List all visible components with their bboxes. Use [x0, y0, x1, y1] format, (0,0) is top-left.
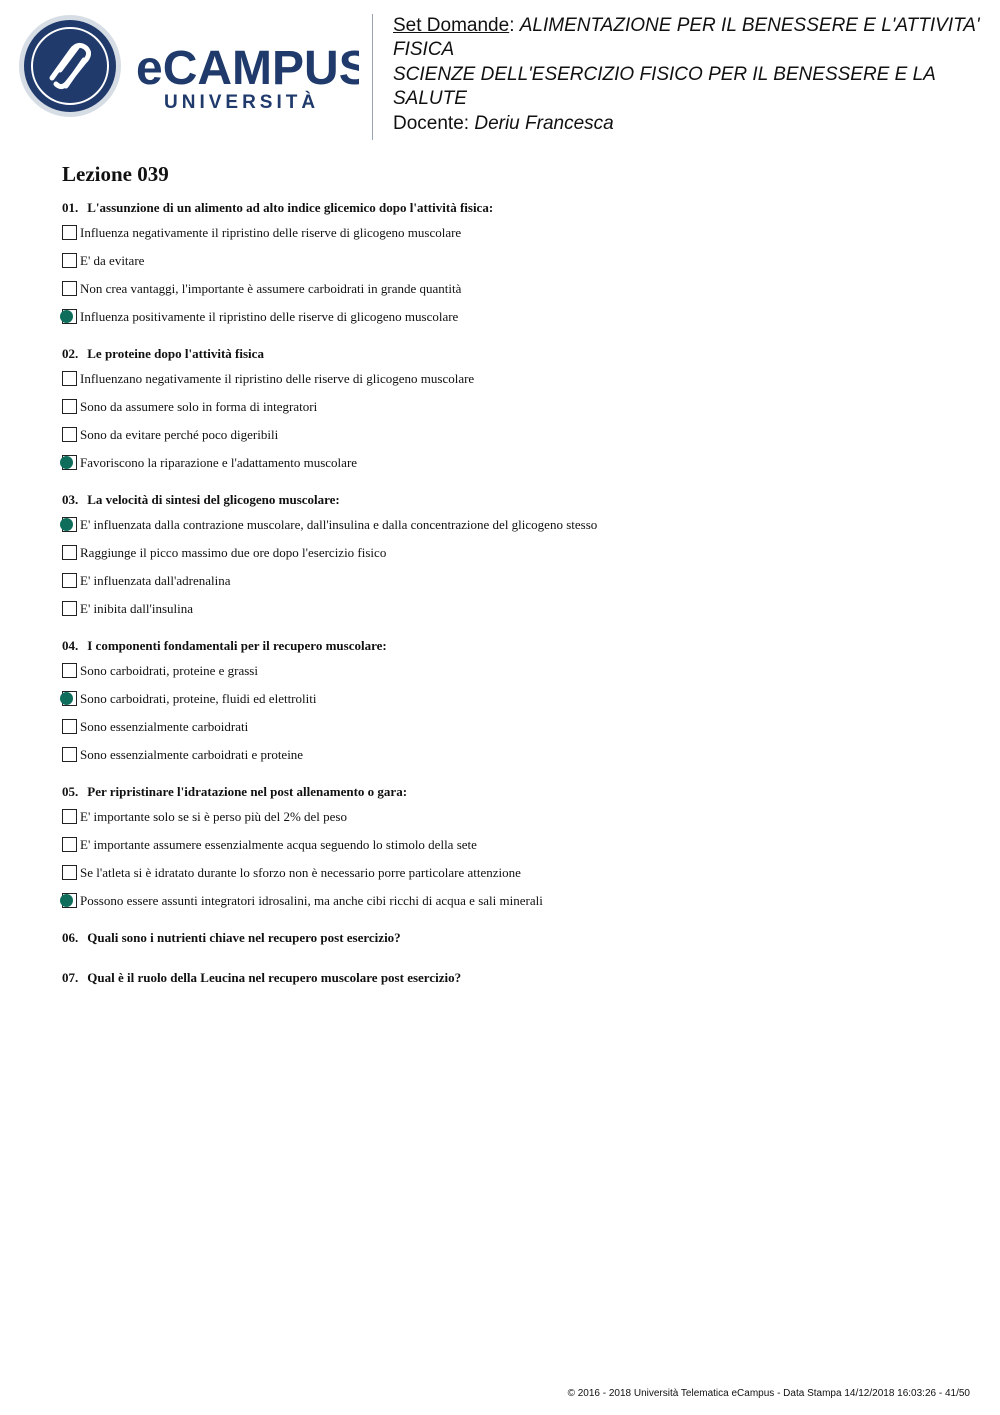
answer-option[interactable] — [62, 663, 962, 691]
question-label: Qual è il ruolo della Leucina nel recupero muscolare post esercizio? — [87, 970, 462, 985]
answer-text: Sono essenzialmente carboidrati — [80, 719, 249, 734]
selected-answer-icon — [60, 310, 73, 323]
answer-text: Non crea vantaggi, l'importante è assumere carboidrati in grande quantità — [80, 281, 462, 296]
checkbox-icon[interactable] — [62, 253, 77, 268]
checkbox-icon[interactable] — [62, 663, 77, 678]
checkbox-icon[interactable] — [62, 281, 77, 296]
question-list — [62, 200, 962, 921]
answer-option[interactable] — [62, 691, 962, 719]
checkbox-icon[interactable] — [62, 837, 77, 852]
question-label: I componenti fondamentali per il recupero muscolare: — [87, 638, 387, 653]
question-number: 07. — [62, 970, 79, 985]
answer-text: E' influenzata dalla contrazione muscolare, dall'insulina e dalla concentrazione del glicogeno stesso — [80, 517, 598, 532]
question-number: 05. — [62, 784, 79, 799]
set-label: Set Domande — [393, 15, 510, 36]
answer-text: E' da evitare — [80, 253, 145, 268]
header-divider — [372, 14, 373, 140]
question-block — [62, 784, 962, 921]
question-block — [62, 346, 962, 483]
answer-text: Influenzano negativamente il ripristino delle riserve di glicogeno muscolare — [80, 371, 475, 386]
checkbox-icon[interactable] — [62, 427, 77, 442]
question-label: Per ripristinare l'idratazione nel post allenamento o gara: — [87, 784, 408, 799]
answer-text: E' influenzata dall'adrenalina — [80, 573, 231, 588]
question-label: La velocità di sintesi del glicogeno muscolare: — [87, 492, 340, 507]
open-question-list — [62, 930, 962, 986]
ecampus-logo — [14, 14, 359, 118]
question-number: 02. — [62, 346, 79, 361]
checkbox-icon[interactable] — [62, 719, 77, 734]
selected-answer-icon — [60, 692, 73, 705]
answer-option[interactable] — [62, 893, 962, 921]
selected-answer-icon — [60, 456, 73, 469]
open-question — [62, 970, 962, 986]
question-text — [62, 346, 962, 362]
answer-option[interactable] — [62, 225, 962, 253]
docente-line: Docente: Deriu Francesca — [393, 113, 614, 134]
question-block — [62, 638, 962, 775]
selected-answer-icon — [60, 894, 73, 907]
answer-option[interactable] — [62, 281, 962, 309]
answer-text: Sono carboidrati, proteine, fluidi ed elettroliti — [80, 691, 317, 706]
question-number: 06. — [62, 930, 79, 945]
answer-option[interactable] — [62, 545, 962, 573]
answer-option[interactable] — [62, 719, 962, 747]
answer-text: Se l'atleta si è idratato durante lo sforzo non è necessario porre particolare attenzione — [80, 865, 521, 880]
checkbox-icon[interactable] — [62, 545, 77, 560]
answer-option[interactable] — [62, 837, 962, 865]
answer-text: E' importante solo se si è perso più del 2% del peso — [80, 809, 347, 824]
logo-sub: UNIVERSITÀ — [164, 92, 320, 113]
ecampus-logo-icon — [14, 14, 359, 118]
lesson-title: Lezione 039 — [62, 162, 169, 186]
checkbox-icon[interactable] — [62, 225, 77, 240]
answer-text: Favoriscono la riparazione e l'adattamento muscolare — [80, 455, 358, 470]
course-name: SCIENZE DELL'ESERCIZIO FISICO PER IL BENESSERE E LA SALUTE — [393, 64, 936, 109]
checkbox-icon[interactable] — [62, 601, 77, 616]
answer-text: E' inibita dall'insulina — [80, 601, 194, 616]
docente-value: Deriu Francesca — [474, 113, 614, 134]
question-number: 03. — [62, 492, 79, 507]
checkbox-icon[interactable] — [62, 809, 77, 824]
open-question — [62, 930, 962, 946]
checkbox-icon[interactable] — [62, 865, 77, 880]
question-label: L'assunzione di un alimento ad alto indice glicemico dopo l'attività fisica: — [87, 200, 494, 215]
question-text — [62, 638, 962, 654]
question-text — [62, 200, 962, 216]
answer-option[interactable] — [62, 809, 962, 837]
answer-option[interactable] — [62, 747, 962, 775]
answer-option[interactable] — [62, 455, 962, 483]
checkbox-icon[interactable] — [62, 371, 77, 386]
question-text — [62, 784, 962, 800]
set-value: ALIMENTAZIONE PER IL BENESSERE E L'ATTIVITA' FISICA — [393, 15, 980, 60]
answer-option[interactable] — [62, 309, 962, 337]
answer-text: E' importante assumere essenzialmente acqua seguendo lo stimolo della sete — [80, 837, 477, 852]
document-header — [393, 14, 983, 137]
answer-text: Sono essenzialmente carboidrati e proteine — [80, 747, 304, 762]
answer-text: Influenza negativamente il ripristino delle riserve di glicogeno muscolare — [80, 225, 462, 240]
question-text — [62, 492, 962, 508]
question-number: 01. — [62, 200, 79, 215]
answer-text: Sono da evitare perché poco digeribili — [80, 427, 279, 442]
answer-text: Sono da assumere solo in forma di integratori — [80, 399, 318, 414]
set-line: Set Domande: ALIMENTAZIONE PER IL BENESSERE E L'ATTIVITA' FISICA — [393, 15, 980, 60]
question-label: Quali sono i nutrienti chiave nel recupero post esercizio? — [87, 930, 401, 945]
logo-brand: eCAMPUS — [136, 42, 359, 95]
page-footer: © 2016 - 2018 Università Telematica eCampus - Data Stampa 14/12/2018 16:03:26 - 41/50 — [567, 1388, 970, 1399]
checkbox-icon[interactable] — [62, 399, 77, 414]
checkbox-icon[interactable] — [62, 573, 77, 588]
question-block — [62, 200, 962, 337]
answer-option[interactable] — [62, 427, 962, 455]
answer-option[interactable] — [62, 573, 962, 601]
checkbox-icon[interactable] — [62, 747, 77, 762]
answer-option[interactable] — [62, 253, 962, 281]
answer-option[interactable] — [62, 865, 962, 893]
answer-text: Sono carboidrati, proteine e grassi — [80, 663, 258, 678]
answer-text: Raggiunge il picco massimo due ore dopo l'esercizio fisico — [80, 545, 387, 560]
question-number: 04. — [62, 638, 79, 653]
question-label: Le proteine dopo l'attività fisica — [87, 346, 264, 361]
answer-option[interactable] — [62, 601, 962, 629]
answer-text: Influenza positivamente il ripristino delle riserve di glicogeno muscolare — [80, 309, 459, 324]
selected-answer-icon — [60, 518, 73, 531]
answer-option[interactable] — [62, 517, 962, 545]
question-block — [62, 492, 962, 629]
answer-option[interactable] — [62, 371, 962, 399]
answer-text: Possono essere assunti integratori idrosalini, ma anche cibi ricchi di acqua e sali minerali — [80, 893, 543, 908]
lesson-content — [62, 160, 962, 1010]
answer-option[interactable] — [62, 399, 962, 427]
docente-label: Docente — [393, 113, 464, 134]
